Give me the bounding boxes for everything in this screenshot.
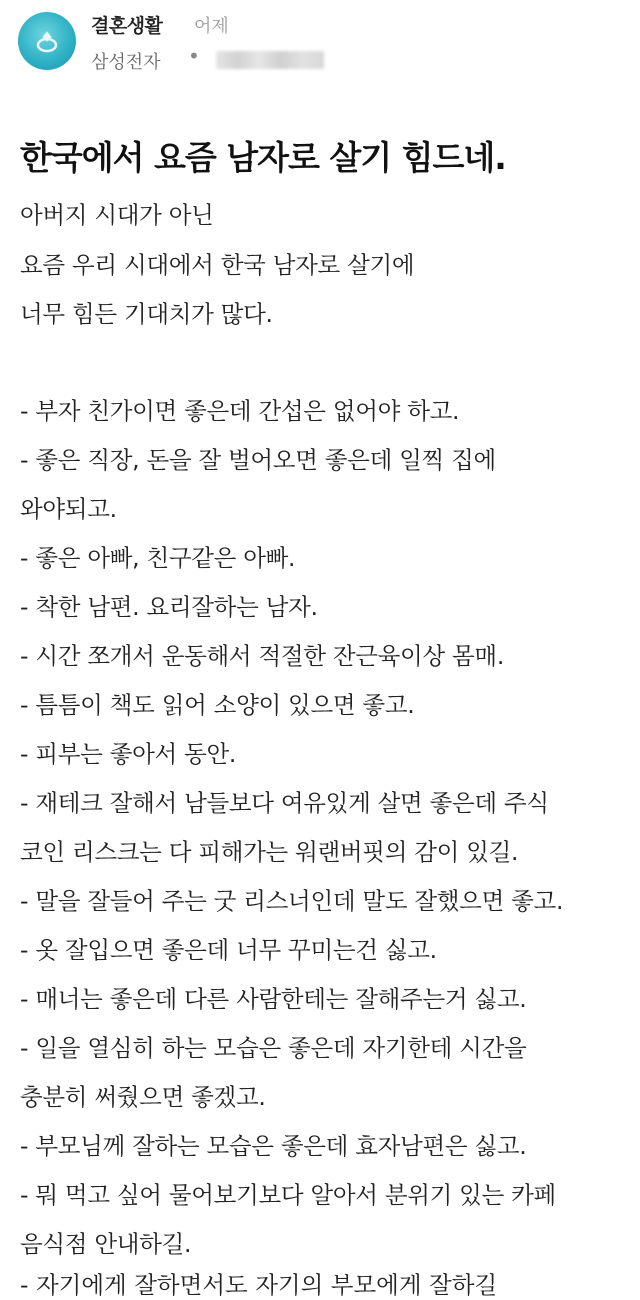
body-line: - 말을 잘들어 주는 굿 리스너인데 말도 잘했으면 좋고. bbox=[20, 887, 564, 915]
body-line: - 옷 잘입으면 좋은데 너무 꾸미는건 싫고. bbox=[20, 936, 437, 964]
body-line-cutoff bbox=[0, 1266, 640, 1299]
body-line: - 매너는 좋은데 다른 사람한테는 잘해주는거 싫고. bbox=[20, 985, 527, 1013]
post-header bbox=[0, 0, 640, 80]
body-line: - 재테크 잘해서 남들보다 여유있게 살면 좋은데 주식 bbox=[20, 789, 549, 817]
author-company: 삼성전자 bbox=[91, 52, 161, 73]
community-name[interactable]: 결혼생활 bbox=[91, 15, 163, 37]
body-line: - 자기에게 잘하면서도 자기의 부모에게 잘하길 bbox=[20, 1271, 498, 1299]
body-line: - 일을 열심히 하는 모습은 좋은데 자기한테 시간을 bbox=[20, 1034, 527, 1062]
body-line: - 좋은 아빠, 친구같은 아빠. bbox=[20, 544, 296, 572]
community-avatar[interactable] bbox=[18, 12, 76, 70]
body-line: - 피부는 좋아서 동안. bbox=[20, 740, 237, 768]
body-line: - 좋은 직장, 돈을 잘 벌어오면 좋은데 일찍 집에 bbox=[20, 446, 496, 474]
body-line: - 부자 친가이면 좋은데 간섭은 없어야 하고. bbox=[20, 397, 460, 425]
body-line: 와야되고. bbox=[20, 495, 117, 523]
body-line: - 착한 남편. 요리잘하는 남자. bbox=[20, 593, 318, 621]
body-line: - 시간 쪼개서 운동해서 적절한 잔근육이상 몸매. bbox=[20, 642, 504, 670]
body-line: 충분히 써줬으면 좋겠고. bbox=[20, 1083, 266, 1111]
ring-icon bbox=[32, 26, 62, 56]
body-line: 요즘 우리 시대에서 한국 남자로 살기에 bbox=[20, 251, 415, 279]
body-line: 음식점 안내하길. bbox=[20, 1230, 192, 1258]
post-title: 한국에서 요즘 남자로 살기 힘드네. bbox=[20, 138, 506, 177]
separator-dot: • bbox=[188, 44, 200, 68]
body-line: 아버지 시대가 아닌 bbox=[20, 201, 214, 229]
blurred-nickname bbox=[216, 51, 324, 69]
body-line: 코인 리스크는 다 피해가는 워랜버핏의 감이 있길. bbox=[20, 838, 519, 866]
body-line: - 틈틈이 책도 읽어 소양이 있으면 좋고. bbox=[20, 691, 415, 719]
body-line: - 뭐 먹고 싶어 물어보기보다 알아서 분위기 있는 카페 bbox=[20, 1181, 556, 1209]
post-time: 어제 bbox=[194, 16, 229, 37]
body-line: 너무 힘든 기대치가 많다. bbox=[20, 300, 273, 328]
body-line: - 부모님께 잘하는 모습은 좋은데 효자남편은 싫고. bbox=[20, 1132, 527, 1160]
